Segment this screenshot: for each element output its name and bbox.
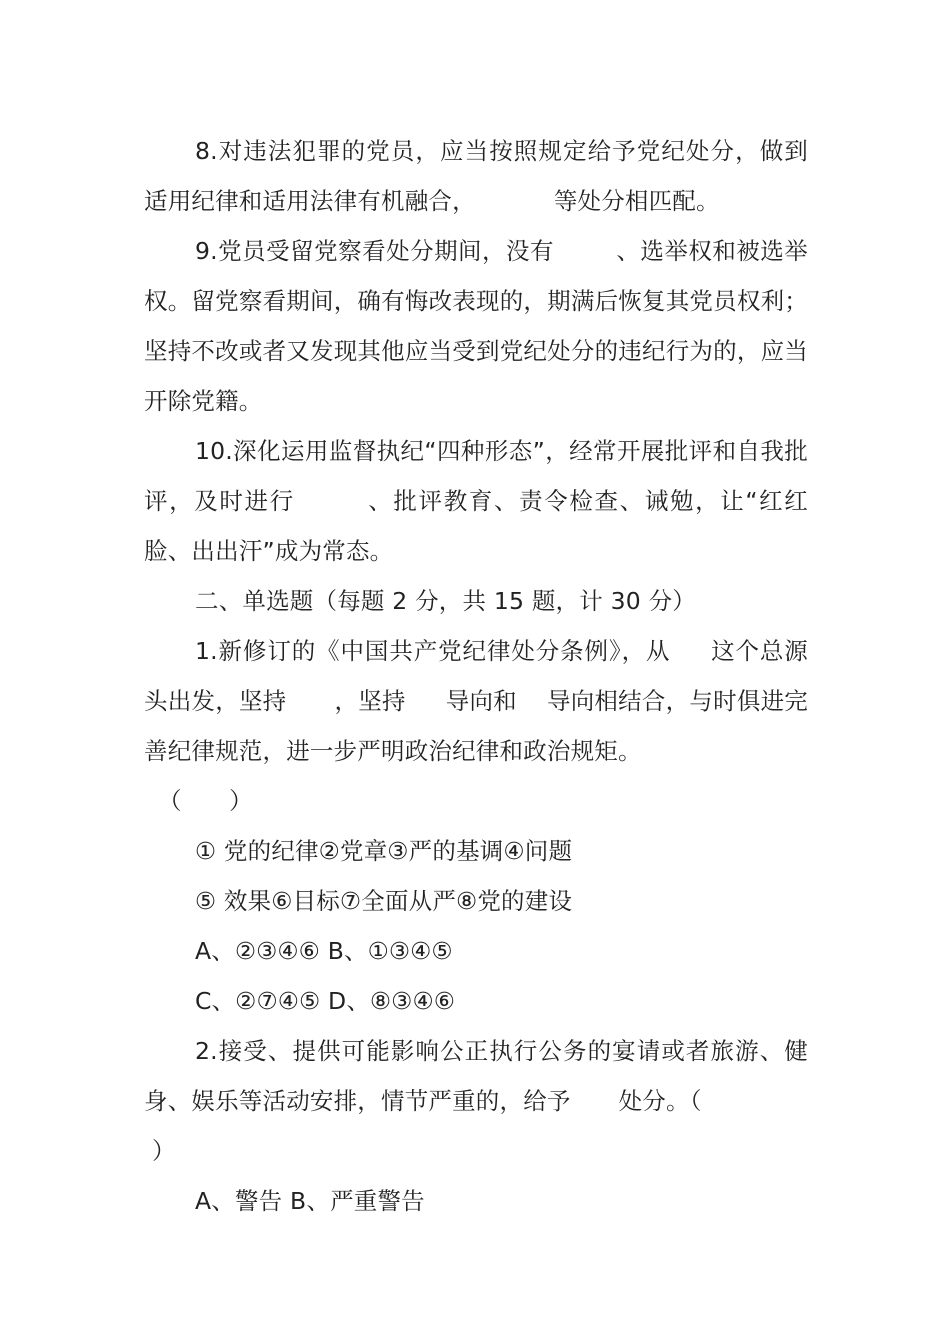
question-10-text-2: 、批评教育、责令检查、诫勉，让“红红脸、出出汗”成为常态。 <box>144 487 809 565</box>
mc-question-2-text-2: 处分。（ <box>618 1087 702 1115</box>
mc-question-1-paren: （ ） <box>158 787 253 815</box>
mc-question-1-options-2: C、②⑦④⑤ D、⑧③④⑥ <box>195 987 456 1015</box>
section-heading: 二、单选题（每题 2 分，共 15 题，计 30 分） <box>195 587 696 615</box>
mc-question-1-text-1: 1.新修订的《中国共产党纪律处分条例》，从 <box>195 637 671 665</box>
mc-question-1-text-3: ，坚持 <box>334 687 406 715</box>
question-9-text-1: 9.党员受留党察看处分期间，没有 <box>195 237 555 265</box>
question-8-text-1: 8.对违法犯罪的党员，应当按照规定给予党纪处分，做到适用纪律和适用法律有机融合， <box>144 137 808 215</box>
mc-question-2 <box>144 1026 808 1126</box>
mc-question-1-options-1: A、②③④⑥ B、①③④⑤ <box>195 937 453 965</box>
mc-question-1-items-1: ① 党的纪律②党章③严的基调④问题 <box>195 837 573 865</box>
mc-question-1-text-5: 导向相结合，与时俱进完善纪律规范，进一步严明政治纪律和政治规矩。 <box>144 687 809 765</box>
question-9-text-2: 、选举权和被选举权。留党察看期间，确有悔改表现的，期满后恢复其党员权利；坚持不改或者又发现其他应当受到党纪处分的违纪行为的，应当开除党籍。 <box>144 237 809 415</box>
mc-question-2-text-1: 2.接受、提供可能影响公正执行公务的宴请或者旅游、健身、娱乐等活动安排，情节严重的，给予 <box>144 1037 808 1115</box>
question-8 <box>144 126 808 226</box>
question-8-text-2: 等处分相匹配。 <box>553 187 720 215</box>
mc-question-1-items-2: ⑤ 效果⑥目标⑦全面从严⑧党的建设 <box>195 887 573 915</box>
question-10-text-1: 10.深化运用监督执纪“四种形态”，经常开展批评和自我批评，及时进行 <box>144 437 808 515</box>
mc-question-2-paren-close: ） <box>152 1137 176 1165</box>
mc-question-2-options-1: A、警告 B、严重警告 <box>195 1187 425 1215</box>
document-body <box>144 126 808 1226</box>
mc-question-1-text-2: 这个总源头出发，坚持 <box>144 637 808 715</box>
mc-question-1-text-4: 导向和 <box>445 687 517 715</box>
question-9 <box>144 226 808 426</box>
question-10 <box>144 426 808 576</box>
mc-question-1 <box>144 626 808 776</box>
